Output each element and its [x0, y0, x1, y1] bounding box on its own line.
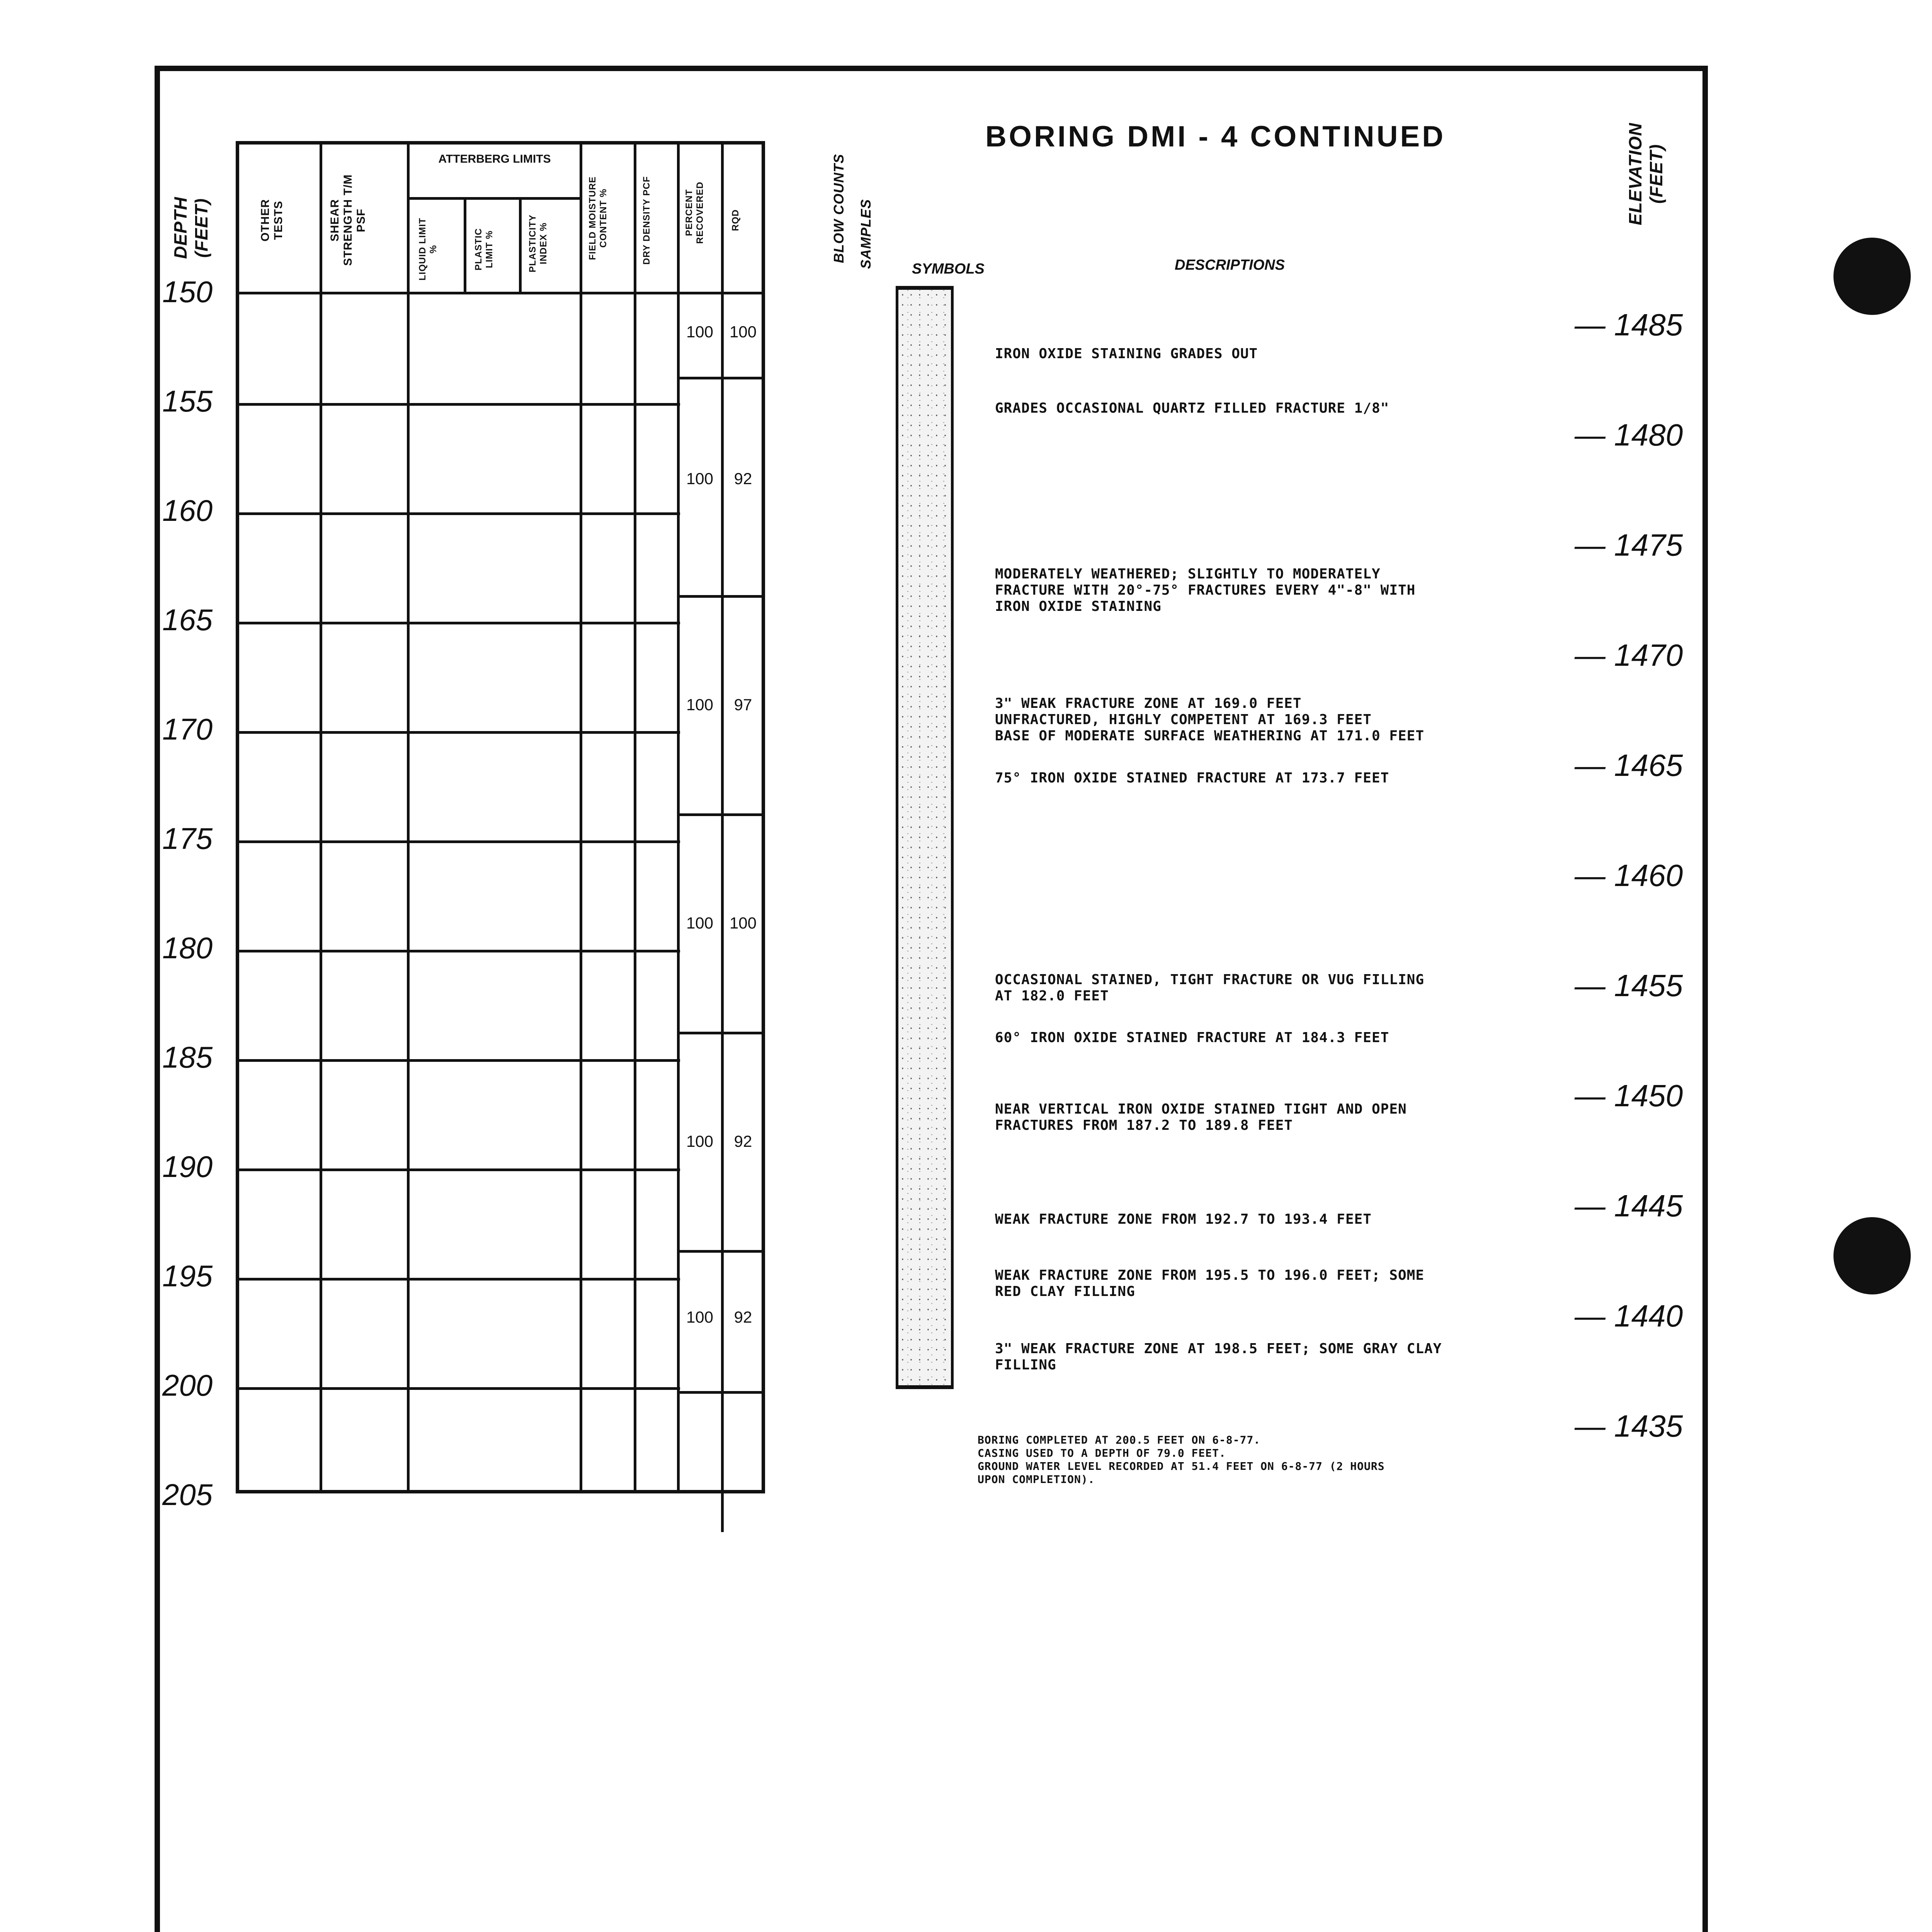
- percent-recovered-value: 100: [686, 469, 714, 488]
- elevation-tick-label: — 1475: [1575, 528, 1683, 562]
- binder-hole-top: [1833, 238, 1911, 315]
- col-line-2: [407, 141, 410, 1493]
- rqd-value: 100: [729, 914, 757, 932]
- description-entry: GRADES OCCASIONAL QUARTZ FILLED FRACTURE 1/8": [995, 400, 1389, 416]
- rqd-value: 92: [734, 469, 752, 488]
- description-entry: 3" WEAK FRACTURE ZONE AT 169.0 FEET UNFRACTURED, HIGHLY COMPETENT AT 169.3 FEET BASE OF MODERATE SURFACE WEATHERING AT 171.0 FEET: [995, 696, 1425, 744]
- core-run-boundary: [677, 813, 765, 816]
- depth-tick-label: 185: [162, 1040, 213, 1074]
- elevation-tick-label: — 1470: [1575, 638, 1683, 672]
- elevation-tick-label: — 1445: [1575, 1189, 1683, 1223]
- elevation-axis-label: ELEVATION (FEET): [1625, 122, 1666, 225]
- description-entry: OCCASIONAL STAINED, TIGHT FRACTURE OR VUG FILLING AT 182.0 FEET: [995, 972, 1425, 1004]
- percent-recovered-value: 100: [686, 696, 714, 714]
- field-moisture-header: FIELD MOISTURE CONTENT %: [587, 176, 609, 260]
- elevation-tick-label: — 1485: [1575, 308, 1683, 342]
- depth-axis-label: DEPTH (FEET): [170, 197, 211, 259]
- elevation-tick-label: — 1450: [1575, 1078, 1683, 1113]
- samples-label: SAMPLES: [858, 199, 874, 269]
- col-line-4: [519, 197, 522, 292]
- atterberg-header: ATTERBERG LIMITS: [438, 153, 551, 165]
- elevation-tick-label: — 1465: [1575, 748, 1683, 782]
- depth-grid-line: [236, 622, 680, 624]
- elevation-tick-label: — 1480: [1575, 418, 1683, 452]
- rqd-value: 92: [734, 1308, 752, 1326]
- depth-tick-label: 195: [162, 1259, 213, 1293]
- plastic-limit-header: PLASTIC LIMIT %: [473, 228, 495, 270]
- percent-recovered-value: 100: [686, 1132, 714, 1150]
- core-run-boundary: [677, 377, 765, 379]
- symbols-label: SYMBOLS: [912, 261, 985, 277]
- elevation-tick-label: — 1455: [1575, 968, 1683, 1003]
- depth-tick-label: 150: [162, 275, 213, 309]
- percent-recovered-value: 100: [686, 914, 714, 932]
- depth-grid-line: [236, 950, 680, 952]
- core-run-boundary: [677, 595, 765, 598]
- percent-recovered-value: 100: [686, 1308, 714, 1326]
- description-entry: MODERATELY WEATHERED; SLIGHTLY TO MODERATELY FRACTURE WITH 20°-75° FRACTURES EVERY 4"-8" WITH IRON OXIDE STAINING: [995, 566, 1416, 614]
- core-run-boundary: [677, 1391, 765, 1394]
- depth-grid-line: [236, 1168, 680, 1171]
- depth-grid-line: [236, 731, 680, 734]
- depth-tick-label: 165: [162, 603, 213, 637]
- depth-tick-label: 200: [162, 1368, 213, 1402]
- elevation-tick-label: — 1435: [1575, 1409, 1683, 1443]
- plasticity-index-header: PLASTICITY INDEX %: [527, 214, 549, 273]
- depth-grid-line: [236, 1059, 680, 1062]
- descriptions-label: DESCRIPTIONS: [1175, 257, 1285, 273]
- core-run-boundary: [677, 1250, 765, 1253]
- lab-test-table: [236, 141, 765, 1493]
- depth-tick-label: 180: [162, 931, 213, 965]
- depth-grid-line: [236, 840, 680, 843]
- description-entry: 75° IRON OXIDE STAINED FRACTURE AT 173.7 FEET: [995, 770, 1389, 786]
- description-entry: IRON OXIDE STAINING GRADES OUT: [995, 346, 1258, 362]
- elevation-tick-label: — 1440: [1575, 1299, 1683, 1333]
- description-entry: WEAK FRACTURE ZONE FROM 195.5 TO 196.0 FEET; SOME RED CLAY FILLING: [995, 1267, 1425, 1299]
- col-line-3: [464, 197, 466, 292]
- rqd-value: 97: [734, 696, 752, 714]
- boring-title: BORING DMI - 4 CONTINUED: [985, 120, 1446, 153]
- bedrock-symbol-column: [896, 286, 954, 1389]
- shear-strength-header: SHEAR STRENGTH T/M PSF: [328, 174, 367, 266]
- percent-recovered-header: PERCENT RECOVERED: [684, 181, 705, 244]
- other-tests-header: OTHER TESTS: [259, 199, 285, 242]
- elevation-tick-label: — 1460: [1575, 858, 1683, 893]
- binder-hole-middle: [1833, 1217, 1911, 1294]
- depth-grid-line: [236, 1278, 680, 1281]
- col-line-1: [320, 141, 322, 1493]
- percent-recovered-value: 100: [686, 323, 714, 341]
- completion-note: BORING COMPLETED AT 200.5 FEET ON 6-8-77. CASING USED TO A DEPTH OF 79.0 FEET. GROUND WATER LEVEL RECORDED AT 51.4 FEET ON 6-8-77 (2 HOURS UPON COMPLETION).: [978, 1434, 1385, 1486]
- liquid-limit-header: LIQUID LIMIT %: [417, 218, 439, 281]
- depth-grid-line: [236, 1387, 680, 1390]
- col-line-7: [677, 141, 680, 1493]
- table-header-divider: [236, 292, 765, 294]
- rqd-header: RQD: [730, 209, 741, 231]
- depth-tick-label: 170: [162, 712, 213, 746]
- depth-tick-label: 155: [162, 384, 213, 418]
- core-run-boundary: [677, 1032, 765, 1034]
- description-entry: 60° IRON OXIDE STAINED FRACTURE AT 184.3 FEET: [995, 1030, 1389, 1046]
- col-line-6: [634, 141, 636, 1493]
- depth-tick-label: 175: [162, 821, 213, 855]
- rqd-value: 100: [729, 323, 757, 341]
- dry-density-header: DRY DENSITY PCF: [641, 176, 652, 265]
- col-line-5: [580, 141, 582, 1493]
- depth-tick-label: 160: [162, 493, 213, 527]
- description-entry: NEAR VERTICAL IRON OXIDE STAINED TIGHT AND OPEN FRACTURES FROM 187.2 TO 189.8 FEET: [995, 1101, 1407, 1133]
- depth-tick-label: 190: [162, 1150, 213, 1184]
- depth-grid-line: [236, 512, 680, 515]
- depth-grid-line: [236, 403, 680, 406]
- description-entry: 3" WEAK FRACTURE ZONE AT 198.5 FEET; SOME GRAY CLAY FILLING: [995, 1341, 1442, 1373]
- description-entry: WEAK FRACTURE ZONE FROM 192.7 TO 193.4 FEET: [995, 1211, 1372, 1227]
- blow-counts-label: BLOW COUNTS: [831, 154, 847, 264]
- atterberg-divider: [407, 197, 580, 200]
- rqd-value: 92: [734, 1132, 752, 1150]
- depth-tick-label: 205: [162, 1478, 213, 1512]
